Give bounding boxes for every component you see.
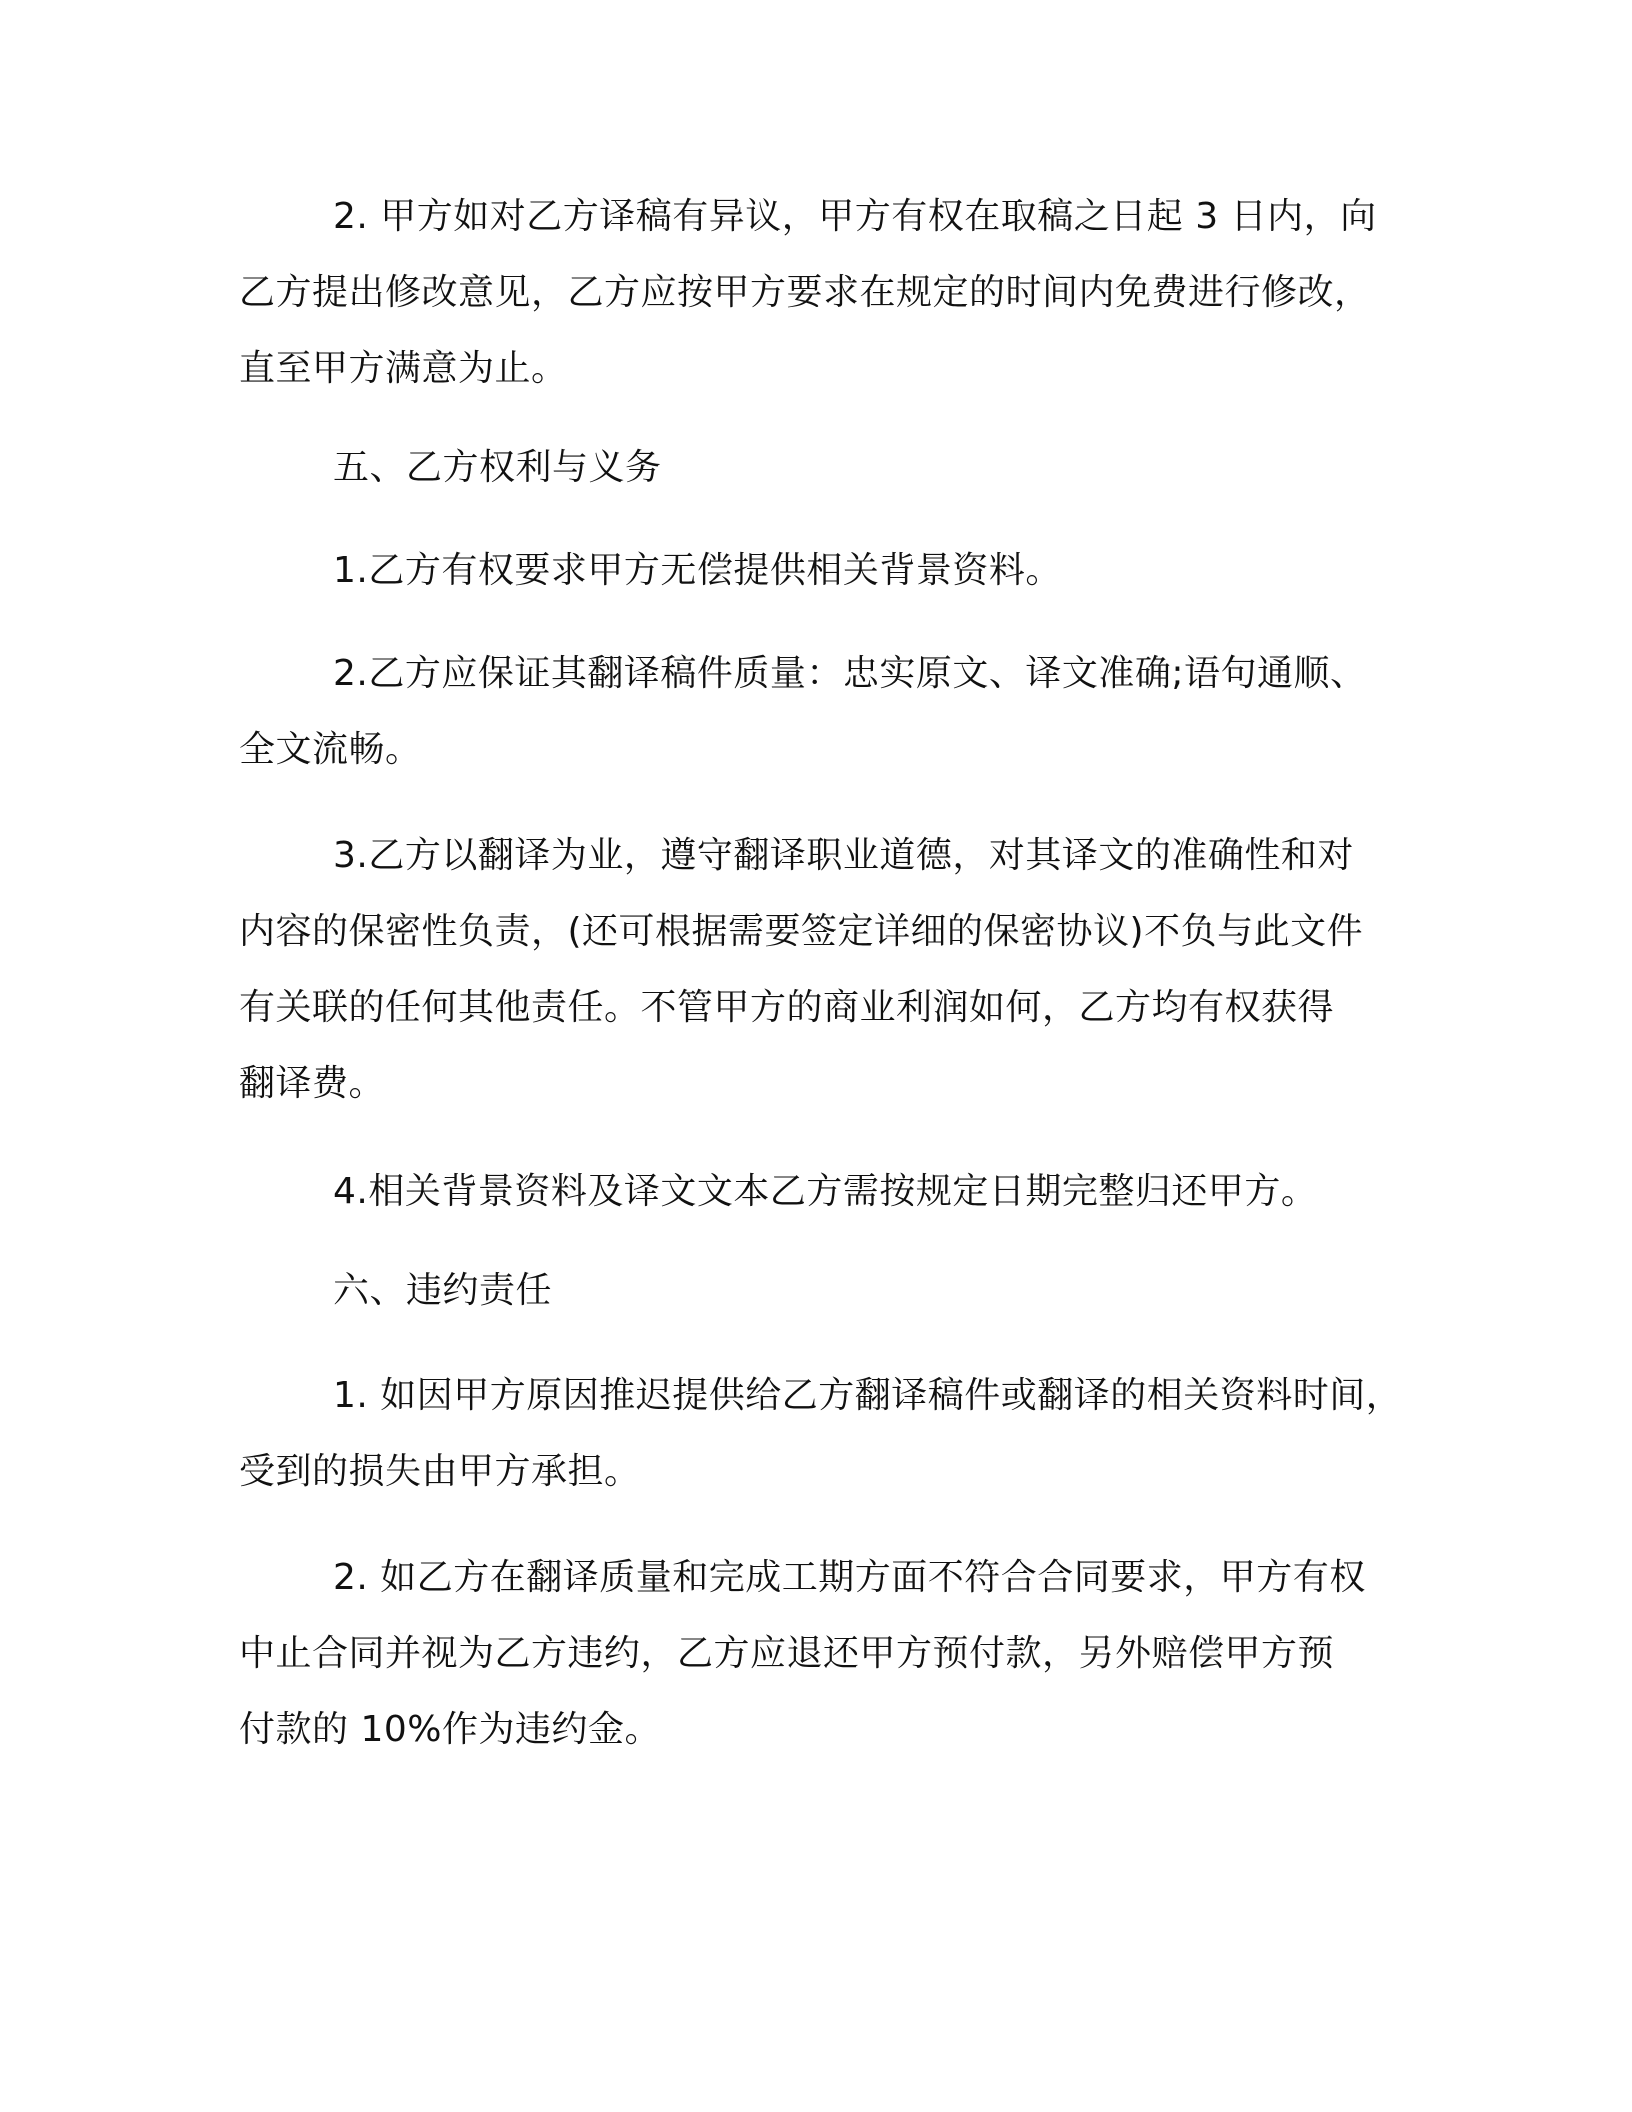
section-heading-5: 五、乙方权利与义务 [333,447,662,488]
clause-5-4 [239,1154,1399,1230]
clause-line: 直至甲方满意为止。 [239,348,568,389]
clause-line: 1. 如因甲方原因推迟提供给乙方翻译稿件或翻译的相关资料时间， [333,1375,1403,1416]
clause-line: 中止合同并视为乙方违约，乙方应退还甲方预付款，另外赔偿甲方预 [239,1633,1335,1674]
clause-line: 4.相关背景资料及译文文本乙方需按规定日期完整归还甲方。 [333,1171,1318,1212]
clause-5-3 [239,818,1399,1122]
clause-line: 2. 如乙方在翻译质量和完成工期方面不符合合同要求，甲方有权 [333,1557,1366,1598]
clause-line: 全文流畅。 [239,729,422,770]
clause-5-2 [239,636,1399,788]
clause-line: 2.乙方应保证其翻译稿件质量：忠实原文、译文准确;语句通顺、 [333,653,1367,694]
clause-line: 3.乙方以翻译为业，遵守翻译职业道德，对其译文的准确性和对 [333,835,1354,876]
clause-4-2 [239,179,1399,407]
clause-line: 2. 甲方如对乙方译稿有异议，甲方有权在取稿之日起 3 日内，向 [333,196,1377,237]
clause-line: 内容的保密性负责，(还可根据需要签定详细的保密协议)不负与此文件 [239,911,1364,952]
clause-line: 1.乙方有权要求甲方无偿提供相关背景资料。 [333,550,1062,591]
clause-6-1 [239,1358,1403,1510]
clause-5-1 [239,533,1399,609]
clause-line: 付款的 10%作为违约金。 [239,1709,661,1750]
clause-line: 乙方提出修改意见，乙方应按甲方要求在规定的时间内免费进行修改， [239,272,1371,313]
clause-line: 翻译费。 [239,1063,386,1104]
clause-6-2 [239,1540,1399,1768]
clause-line: 有关联的任何其他责任。不管甲方的商业利润如何，乙方均有权获得 [239,987,1335,1028]
section-heading-6: 六、违约责任 [333,1270,553,1311]
clause-line: 受到的损失由甲方承担。 [239,1451,641,1492]
